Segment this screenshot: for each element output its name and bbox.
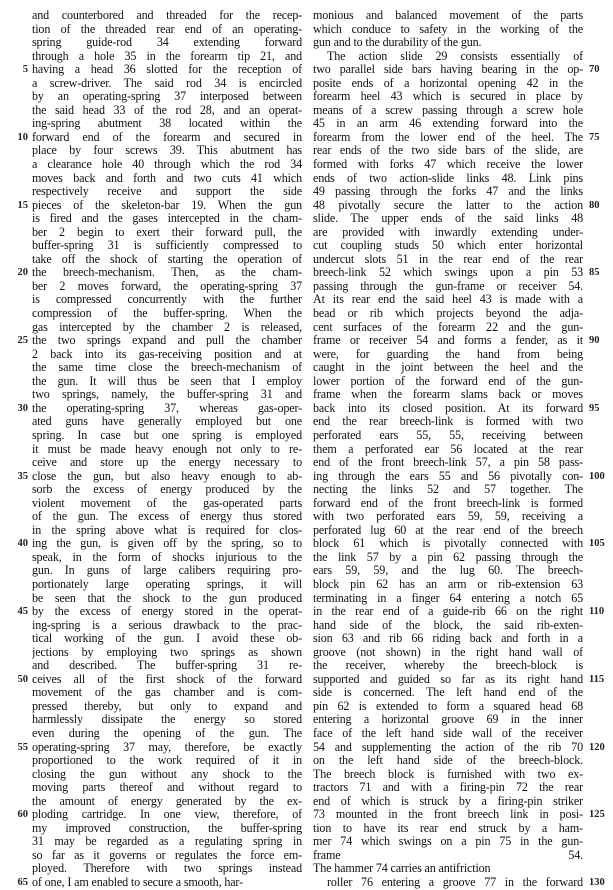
text-line: ing through the ears 55 and 56 pivotally con-: [313, 469, 583, 483]
text-line: is fired and the gases intercepted in the cham-: [32, 212, 302, 226]
line-number: 35: [17, 470, 28, 482]
text-line: gun. In guns of large calibers requiring pro-: [32, 564, 302, 578]
text-line: in the rear end of a guide-rib 66 on the right: [313, 605, 583, 619]
text-line: forward end of the forearm and secured in: [32, 130, 302, 144]
text-line: rear ends of the two side bars of the slide, are: [313, 144, 583, 158]
text-line: undercut slots 51 in the rear end of the rear: [313, 252, 583, 266]
line-number: 100: [589, 470, 605, 482]
text-line: two springs, namely, the buffer-spring 31 and: [32, 388, 302, 402]
text-line: ceives all of the first shock of the forward: [32, 672, 302, 686]
text-line: closing the gun without any shock to the: [32, 767, 302, 781]
text-line: my improved construction, the buffer-spring: [32, 821, 302, 835]
line-number: 115: [589, 673, 605, 685]
text-line: them a perforated ear 56 located at the rear: [313, 442, 583, 456]
text-line: roller 76 entering a groove 77 in the forward: [327, 876, 583, 889]
text-line: is compressed concurrently with the further: [32, 293, 302, 307]
line-number: 30: [17, 402, 28, 414]
text-line: frame 54.: [313, 848, 583, 862]
text-line: passing through the gun-frame or receiver 54.: [313, 279, 583, 293]
line-number: 65: [17, 877, 28, 889]
text-line: spring guide-rod 34 extending forward: [32, 36, 302, 50]
text-line: moves back and forth and two cuts 41 which: [32, 171, 302, 185]
text-line: mer 74 which swings on a pin 75 in the gun-: [313, 835, 583, 849]
text-line: ing-spring is a serious drawback to the prac-: [32, 618, 302, 632]
text-line: frame when the forearm slams back or moves: [313, 388, 583, 402]
text-line: The action slide 29 consists essentially of: [327, 49, 583, 63]
text-line: face of the left hand side wall of the receiver: [313, 726, 583, 740]
text-line: ing the gun, is given off by the spring, so to: [32, 537, 302, 551]
text-line: speak, in the form of shocks injurious to the: [32, 550, 302, 564]
text-line: The hammer 74 carries an antifriction: [313, 862, 491, 876]
text-line: by the excess of energy stored in the operat-: [32, 605, 302, 619]
text-line: a clearance hole 40 through which the rod 34: [32, 158, 302, 172]
text-line: ears 59, 59, and the lug 60. The breech-: [313, 564, 583, 578]
text-line: portionately large operating springs, it will: [32, 577, 302, 591]
text-line: posite ends of a horizontal opening 42 in the: [313, 76, 583, 90]
text-line: ends of two action-slide links 48. Link pins: [313, 171, 583, 185]
text-line: ber 2 moves forward, the operating-spring 37: [32, 279, 302, 293]
line-number: 85: [589, 267, 600, 279]
text-line: even during the opening of the gun. The: [32, 726, 302, 740]
text-line: end of which is struck by a firing-pin striker: [313, 794, 583, 808]
line-number: 105: [589, 538, 605, 550]
line-number: 130: [589, 877, 605, 889]
text-line: ber 2 begin to exert their forward pull, the: [32, 225, 302, 239]
text-line: the receiver, whereby the breech-block is: [313, 659, 583, 673]
line-number: 40: [17, 538, 28, 550]
text-line: pin 62 is extended to form a squared head 68: [313, 699, 583, 713]
text-line: gas intercepted by the chamber 2 is released,: [32, 320, 302, 334]
text-line: terminating in a finger 64 entering a notch 65: [313, 591, 583, 605]
line-number: 5: [22, 64, 28, 76]
text-line: ing-spring abutment 38 located within the: [32, 117, 302, 131]
text-line: moving parts thereof and without regard to: [32, 781, 302, 795]
text-line: gun and to the durability of the gun.: [313, 36, 482, 50]
text-line: the said head 33 of the rod 28, and an operat-: [32, 103, 302, 117]
text-line: ploding cartridge. In one view, therefore, of: [32, 808, 302, 822]
text-line: the same time close the breech-mechanism of: [32, 361, 302, 375]
text-line: cent surfaces of the forearm 22 and the gun-: [313, 320, 583, 334]
text-line: slide. The upper ends of the said links 48: [313, 212, 583, 226]
text-line: 48 pivotally secure the latter to the action: [313, 198, 583, 212]
line-number: 20: [17, 267, 28, 279]
text-line: of one, I am enabled to secure a smooth, har-: [32, 876, 243, 889]
text-line: tractors 71 and with a firing-pin 72 the rear: [313, 781, 583, 795]
text-line: of the gun. The excess of energy thus stored: [32, 510, 302, 524]
text-line: forward end of the front breech-link is formed: [313, 496, 583, 510]
text-line: and counterbored and threaded for the recep-: [32, 9, 302, 22]
text-line: the link 57 by a pin 62 passing through the: [313, 550, 583, 564]
text-line: so far as it governs or regulates the force em-: [32, 848, 302, 862]
text-line: on the left hand side of the breech-block.: [313, 754, 583, 768]
text-line: in the spring above what is required for clos-: [32, 523, 302, 537]
text-line: through a hole 35 in the forearm tip 21, and: [32, 49, 302, 63]
text-line: The breech block is furnished with two ex-: [313, 767, 583, 781]
text-line: the breech-mechanism. Then, as the cham-: [32, 266, 302, 280]
text-line: were, for guarding the hand from being: [313, 347, 583, 361]
text-line: proportioned to the work required of it in: [32, 754, 302, 768]
text-line: are provided with inwardly extending under-: [313, 225, 583, 239]
text-line: place by four screws 39. This abutment has: [32, 144, 302, 158]
line-number: 15: [17, 199, 28, 211]
text-line: ployed. Therefore with two springs instead: [32, 862, 302, 876]
text-line: with two perforated ears 59, 59, receiving a: [313, 510, 583, 524]
right-text-column: [313, 9, 583, 890]
text-line: perforated ears 55, 55, receiving between: [313, 428, 583, 442]
text-line: pieces of the skeleton-bar 19. When the gun: [32, 198, 302, 212]
text-line: side is concerned. The left hand end of the: [313, 686, 583, 700]
text-line: sorb the excess of energy produced by the: [32, 483, 302, 497]
line-number: 90: [589, 335, 600, 347]
text-line: having a head 36 slotted for the reception of: [32, 63, 302, 77]
text-line: forearm heel 43 which is secured in place by: [313, 90, 583, 104]
text-line: caught in the joint between the heel and the: [313, 361, 583, 375]
text-line: hand side of the block, the said rib-exten-: [313, 618, 583, 632]
text-line: lower portion of the forward end of the gun-: [313, 374, 583, 388]
text-line: and described. The buffer-spring 31 re-: [32, 659, 302, 673]
text-line: two parallel side bars having bearing in the op-: [313, 63, 583, 77]
text-line: which conduce to safety in the working of the: [313, 22, 583, 36]
text-line: cut coupling studs 50 which enter horizontal: [313, 239, 583, 253]
line-number: 80: [589, 199, 600, 211]
text-line: the amount of energy generated by the ex-: [32, 794, 302, 808]
text-line: tion to have its rear end struck by a ham-: [313, 821, 583, 835]
text-line: groove (not shown) in the right hand wall of: [313, 645, 583, 659]
text-line: sion 63 and rib 66 riding back and forth in a: [313, 632, 583, 646]
left-text-column: [32, 9, 302, 890]
line-number: 25: [17, 335, 28, 347]
text-line: buffer-spring 31 is sufficiently compressed to: [32, 239, 302, 253]
text-line: operating-spring 37 may, therefore, be exactly: [32, 740, 302, 754]
text-line: jections by employing two springs as shown: [32, 645, 302, 659]
line-number: 125: [589, 809, 605, 821]
text-line: a screw-driver. The said rod 34 is encircled: [32, 76, 302, 90]
text-line: bead or rib which projects beyond the adja-: [313, 307, 583, 321]
line-number: 10: [17, 131, 28, 143]
text-line: take off the shock of starting the operation of: [32, 252, 302, 266]
text-line: the two springs expand and pull the chamber: [32, 334, 302, 348]
text-line: tion of the threaded rear end of an operating-: [32, 22, 302, 36]
line-number: 75: [589, 131, 600, 143]
text-line: close the gun, but also heavy enough to ab-: [32, 469, 302, 483]
text-line: violent movement of the gas-operated parts: [32, 496, 302, 510]
text-line: spring. In case but one spring is employed: [32, 428, 302, 442]
text-line: 45 in an arm 46 extending forward into the: [313, 117, 583, 131]
text-line: tical working of the gun. I avoid these ob-: [32, 632, 302, 646]
text-line: harmlessly dissipate the energy so stored: [32, 713, 302, 727]
text-line: by an operating-spring 37 interposed between: [32, 90, 302, 104]
text-line: it must be made heavy enough not only to re-: [32, 442, 302, 456]
text-line: frame or receiver 54 and forms a fender, as it: [313, 334, 583, 348]
text-line: 73 mounted in the front breech link in posi-: [313, 808, 583, 822]
text-line: entering a horizontal groove 69 in the inner: [313, 713, 583, 727]
text-line: end of the front breech-link 57, a pin 58 pass-: [313, 456, 583, 470]
text-line: be seen that the shock to the gun produced: [32, 591, 302, 605]
line-number: 45: [17, 606, 28, 618]
text-line: supported and guided so far as its right hand: [313, 672, 583, 686]
text-line: 2 back into its gas-receiving position and at: [32, 347, 302, 361]
text-line: At its rear end the said heel 43 is made with a: [313, 293, 583, 307]
line-number: 110: [589, 606, 605, 618]
text-line: movement of the gas chamber and is com-: [32, 686, 302, 700]
line-number: 55: [17, 741, 28, 753]
text-line: 49 passing through the forks 47 and the links: [313, 185, 583, 199]
text-line: block 61 which is pivotally connected with: [313, 537, 583, 551]
text-line: 31 may be regarded as a regulating spring in: [32, 835, 302, 849]
text-line: necting the links 52 and 57 together. The: [313, 483, 583, 497]
text-line: 54 and supplementing the action of the rib 70: [313, 740, 583, 754]
text-line: the operating-spring 37, whereas gas-oper-: [32, 401, 302, 415]
text-line: respectively receive and support the side: [32, 185, 302, 199]
text-line: end the rear breech-link is formed with two: [313, 415, 583, 429]
text-line: forearm from the lower end of the heel. The: [313, 130, 583, 144]
text-line: pressed thereby, but only to expand and: [32, 699, 302, 713]
text-line: ated guns have generally employed but one: [32, 415, 302, 429]
line-number: 60: [17, 809, 28, 821]
text-line: monious and balanced movement of the parts: [313, 9, 583, 22]
text-line: perforated lug 60 at the rear end of the breech: [313, 523, 583, 537]
text-line: the gun. It will thus be seen that I employ: [32, 374, 302, 388]
text-line: breech-link 52 which swings upon a pin 53: [313, 266, 583, 280]
text-line: ceive and store up the energy necessary to: [32, 456, 302, 470]
line-number: 120: [589, 741, 605, 753]
line-number: 70: [589, 64, 600, 76]
text-line: compression of the buffer-spring. When the: [32, 307, 302, 321]
text-line: block pin 62 has an arm or rib-extension 63: [313, 577, 583, 591]
text-line: back into its closed position. At its forward: [313, 401, 583, 415]
line-number: 95: [589, 402, 600, 414]
text-line: means of a screw passing through a screw hole: [313, 103, 583, 117]
line-number: 50: [17, 673, 28, 685]
text-line: formed with forks 47 which receive the lower: [313, 158, 583, 172]
